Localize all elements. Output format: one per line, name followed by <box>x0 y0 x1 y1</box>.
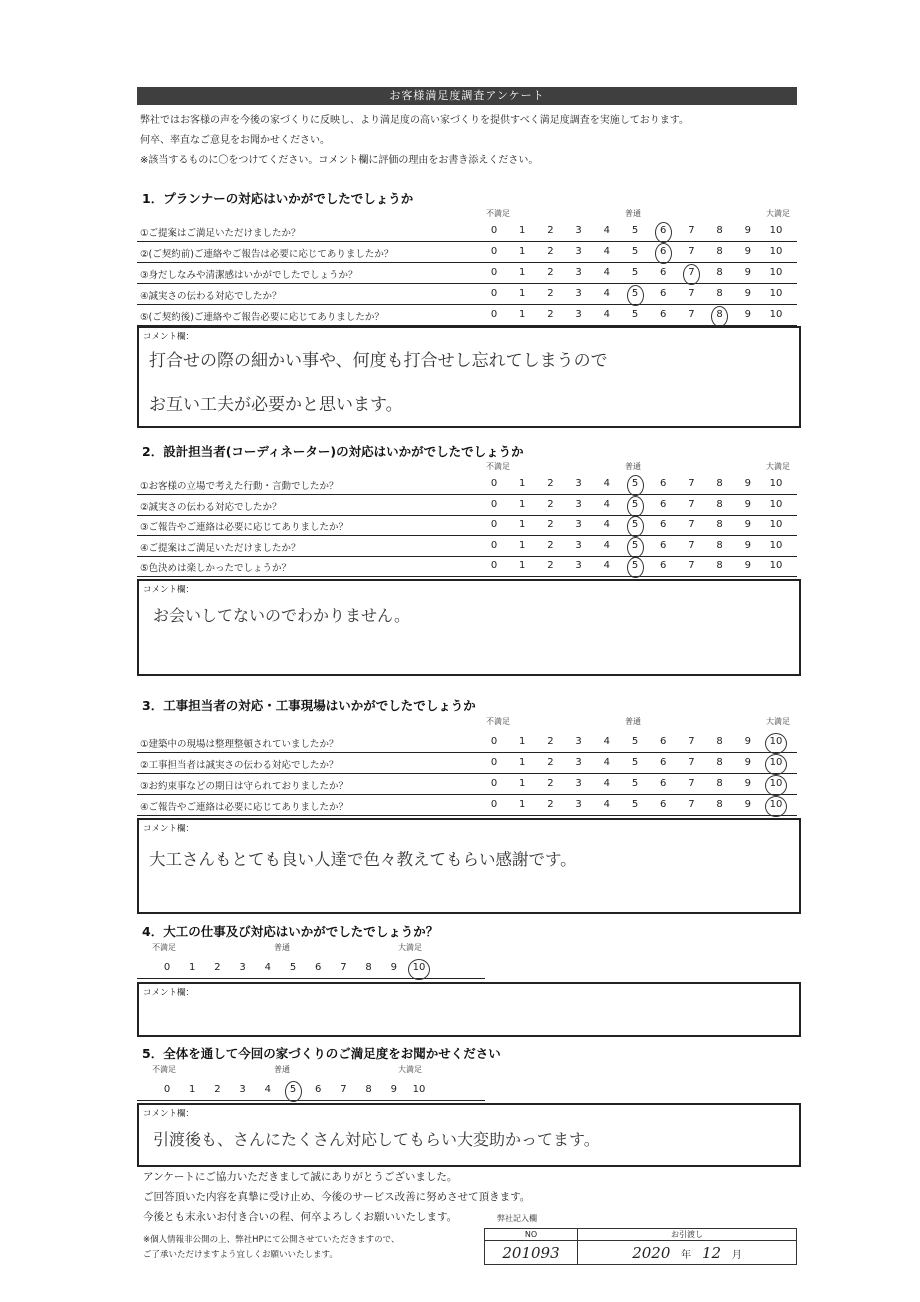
rating-option[interactable]: 5 <box>631 498 639 510</box>
rating-option[interactable]: 6 <box>660 560 667 572</box>
scale-low-label: 不満足 <box>486 209 510 218</box>
rating-option[interactable]: 7 <box>688 519 695 531</box>
comment-label: コメント欄： <box>143 988 195 998</box>
footer-line-3: 今後とも末永いお付き合いの程、何卒よろしくお願いいたします。 <box>143 1211 458 1223</box>
rating-option[interactable]: 2 <box>547 246 554 257</box>
section-3-title: 3．工事担当者の対応・工事現場はいかがでしたでしょうか <box>142 698 476 713</box>
rating-option[interactable]: 2 <box>547 309 554 320</box>
rating-option[interactable]: 1 <box>519 519 526 531</box>
rating-option[interactable]: 5 <box>631 778 639 789</box>
rating-option[interactable]: 4 <box>603 246 610 257</box>
rating-option[interactable]: 7 <box>688 539 695 551</box>
rating-option[interactable]: 0 <box>163 962 171 973</box>
rating-option[interactable]: 6 <box>660 288 667 299</box>
question-row <box>137 474 797 495</box>
rating-option[interactable]: 4 <box>603 539 610 551</box>
rating-option[interactable]: 0 <box>490 539 498 551</box>
selected-rating-circle <box>627 516 644 537</box>
rating-option[interactable]: 2 <box>214 962 221 973</box>
rating-option[interactable]: 4 <box>264 962 271 973</box>
scale-high-label: 大満足 <box>766 462 790 471</box>
rating-option[interactable]: 2 <box>547 736 554 747</box>
scale-mid-label: 普通 <box>625 462 641 471</box>
rating-option[interactable]: 4 <box>603 778 610 789</box>
handover-year-unit: 年 <box>681 1249 692 1261</box>
rating-option[interactable]: 10 <box>769 560 783 572</box>
rating-option[interactable]: 5 <box>631 309 639 320</box>
section-5-title: 5．全体を通して今回の家づくりのご満足度をお聞かせください <box>142 1046 501 1061</box>
rating-option[interactable]: 10 <box>769 246 783 257</box>
rating-option[interactable]: 3 <box>575 246 582 257</box>
rating-option[interactable]: 8 <box>716 799 723 810</box>
rating-option[interactable]: 8 <box>365 1084 372 1095</box>
rating-option[interactable]: 6 <box>660 799 667 810</box>
section-5-comment-box <box>137 1103 801 1167</box>
scale-low-label: 不満足 <box>486 717 510 726</box>
section-5-comment-line-1: 引渡後も、さんにたくさん対応してもらい大変助かってます。 <box>153 1130 600 1149</box>
rating-option[interactable]: 2 <box>547 778 554 789</box>
rating-option[interactable]: 6 <box>660 757 667 768</box>
rating-option[interactable]: 8 <box>716 560 723 572</box>
rating-option[interactable]: 9 <box>744 736 751 747</box>
rating-option[interactable]: 3 <box>239 962 246 973</box>
rating-option[interactable]: 4 <box>603 498 610 510</box>
rating-option[interactable]: 7 <box>688 267 695 278</box>
rating-option[interactable]: 10 <box>769 288 783 299</box>
rating-option[interactable]: 0 <box>490 288 498 299</box>
section-4-title: 4．大工の仕事及び対応はいかがでしたでしょうか？ <box>142 924 439 939</box>
question-row <box>137 515 797 536</box>
scale-mid-label: 普通 <box>274 943 290 952</box>
rating-option[interactable]: 2 <box>547 519 554 531</box>
rating-option[interactable]: 6 <box>315 1084 322 1095</box>
rating-option[interactable]: 1 <box>519 539 526 551</box>
rating-option[interactable]: 6 <box>660 498 667 510</box>
question-text: ⑤色決めは楽しかったでしょうか？ <box>140 563 292 575</box>
rating-option[interactable]: 5 <box>631 519 639 531</box>
rating-option[interactable]: 8 <box>716 539 723 551</box>
rating-option[interactable]: 6 <box>660 246 667 257</box>
selected-rating-circle <box>683 264 700 285</box>
rating-option[interactable]: 5 <box>631 478 639 489</box>
rating-option[interactable]: 7 <box>688 478 695 489</box>
rating-option[interactable]: 0 <box>490 267 498 278</box>
question-text: ④誠実さの伝わる対応でしたか？ <box>140 291 282 302</box>
rating-option[interactable]: 3 <box>575 225 582 236</box>
rating-option[interactable]: 7 <box>688 799 695 810</box>
rating-option[interactable]: 9 <box>744 498 751 510</box>
rating-option[interactable]: 2 <box>547 267 554 278</box>
office-use-table <box>484 1228 797 1265</box>
scale-high-label: 大満足 <box>398 1065 422 1074</box>
rating-option[interactable]: 3 <box>575 539 582 551</box>
rating-option[interactable]: 1 <box>189 1084 196 1095</box>
rating-option[interactable]: 0 <box>490 799 498 810</box>
rating-option[interactable]: 0 <box>490 560 498 572</box>
rating-option[interactable]: 8 <box>716 736 723 747</box>
question-text: ②工事担当者は誠実さの伝わる対応でしたか？ <box>140 760 339 771</box>
rating-option[interactable]: 0 <box>490 246 498 257</box>
rating-option[interactable]: 6 <box>660 778 667 789</box>
rating-option[interactable]: 8 <box>716 225 723 236</box>
question-row <box>137 536 797 557</box>
question-text: ①建築中の現場は整理整頓されていましたか？ <box>140 739 339 750</box>
rating-option[interactable]: 2 <box>547 225 554 236</box>
rating-option[interactable]: 7 <box>688 309 695 320</box>
rating-option[interactable]: 3 <box>575 757 582 768</box>
rating-option[interactable]: 9 <box>390 1084 397 1095</box>
question-text: ③ご報告やご連絡は必要に応じてありましたか？ <box>140 522 349 534</box>
rating-option[interactable]: 1 <box>519 498 526 510</box>
rating-option[interactable]: 3 <box>575 778 582 789</box>
rating-option[interactable]: 0 <box>163 1084 171 1095</box>
rating-option[interactable]: 2 <box>547 478 554 489</box>
rating-option[interactable]: 10 <box>412 1084 426 1095</box>
rating-option[interactable]: 10 <box>769 498 783 510</box>
rating-option[interactable]: 1 <box>519 225 526 236</box>
rating-option[interactable]: 3 <box>575 799 582 810</box>
question-text: ②(ご契約前)ご連絡やご報告は必要に応じてありましたか？ <box>140 249 394 260</box>
rating-option[interactable]: 9 <box>744 560 751 572</box>
rating-option[interactable]: 4 <box>264 1084 271 1095</box>
rating-option[interactable]: 0 <box>490 778 498 789</box>
question-row <box>137 753 797 774</box>
rating-option[interactable]: 10 <box>769 757 783 768</box>
scale-low-label: 不満足 <box>486 462 510 471</box>
selected-rating-circle <box>711 306 728 327</box>
selected-rating-circle <box>655 243 672 264</box>
section-3-comment-line-1: 大工さんもとても良い人達で色々教えてもらい感謝です。 <box>149 850 577 869</box>
question-row <box>137 556 797 577</box>
rating-option[interactable]: 8 <box>716 478 723 489</box>
rating-option[interactable]: 10 <box>769 267 783 278</box>
rating-option[interactable]: 0 <box>490 225 498 236</box>
question-row <box>137 305 797 326</box>
section-4-comment-box <box>137 982 801 1037</box>
rating-option[interactable]: 7 <box>688 778 695 789</box>
rating-option[interactable]: 8 <box>716 519 723 531</box>
rating-option[interactable]: 5 <box>289 1084 297 1095</box>
rating-option[interactable]: 9 <box>744 267 751 278</box>
rating-option[interactable]: 1 <box>519 246 526 257</box>
rating-option[interactable]: 8 <box>365 962 372 973</box>
office-handover-header: お引渡し <box>578 1229 797 1241</box>
question-row <box>137 774 797 795</box>
rating-option[interactable]: 2 <box>547 539 554 551</box>
rating-option[interactable]: 6 <box>660 267 667 278</box>
rating-option[interactable]: 8 <box>716 288 723 299</box>
office-handover-value <box>578 1241 797 1265</box>
rating-option[interactable]: 1 <box>189 962 196 973</box>
comment-label: コメント欄： <box>143 585 195 595</box>
rating-option[interactable]: 5 <box>631 288 639 299</box>
rating-option[interactable]: 1 <box>519 757 526 768</box>
rating-option[interactable]: 6 <box>660 478 667 489</box>
intro-line-2: 何卒、率直なご意見をお聞かせください。 <box>140 135 330 146</box>
rating-option[interactable]: 6 <box>660 225 667 236</box>
rating-option[interactable]: 7 <box>688 560 695 572</box>
question-row <box>137 263 797 284</box>
question-row <box>137 795 797 816</box>
question-text: ②誠実さの伝わる対応でしたか？ <box>140 501 282 513</box>
comment-label: コメント欄： <box>143 824 195 834</box>
rating-option[interactable]: 4 <box>603 736 610 747</box>
rating-option[interactable]: 9 <box>744 246 751 257</box>
rating-option[interactable]: 10 <box>769 309 783 320</box>
rating-option[interactable]: 4 <box>603 799 610 810</box>
question-row <box>137 495 797 516</box>
rating-option[interactable]: 5 <box>631 539 639 551</box>
handover-year: 2020 <box>632 1243 671 1262</box>
rating-option[interactable]: 3 <box>575 736 582 747</box>
rating-option[interactable]: 5 <box>631 267 639 278</box>
rating-option[interactable]: 9 <box>744 288 751 299</box>
rating-option[interactable]: 9 <box>390 962 397 973</box>
question-row <box>137 242 797 263</box>
selected-rating-circle <box>627 475 644 496</box>
question-text: ⑤(ご契約後)ご連絡やご報告必要に応じてありましたか？ <box>140 312 384 323</box>
rating-option[interactable]: 9 <box>744 539 751 551</box>
rating-option[interactable]: 7 <box>688 736 695 747</box>
scale-mid-label: 普通 <box>625 209 641 218</box>
selected-rating-circle <box>408 959 430 980</box>
scale-high-label: 大満足 <box>766 717 790 726</box>
rating-option[interactable]: 1 <box>519 478 526 489</box>
office-use-label: 弊社記入欄 <box>497 1214 537 1223</box>
rating-option[interactable]: 8 <box>716 246 723 257</box>
selected-rating-circle <box>285 1081 302 1102</box>
rating-option[interactable]: 10 <box>769 539 783 551</box>
rating-option[interactable]: 4 <box>603 519 610 531</box>
rating-option[interactable]: 5 <box>631 225 639 236</box>
rating-option[interactable]: 1 <box>519 288 526 299</box>
question-row <box>137 732 797 753</box>
rating-option[interactable]: 3 <box>575 288 582 299</box>
section-2-title: 2．設計担当者(コーディネーター)の対応はいかがでしたでしょうか <box>142 444 524 459</box>
rating-option[interactable]: 6 <box>660 519 667 531</box>
rating-option[interactable]: 2 <box>547 799 554 810</box>
rating-option[interactable]: 8 <box>716 778 723 789</box>
scale-high-label: 大満足 <box>398 943 422 952</box>
footer-line-1: アンケートにご協力いただきまして誠にありがとうございました。 <box>143 1171 458 1183</box>
rating-option[interactable]: 0 <box>490 478 498 489</box>
selected-rating-circle <box>765 754 787 775</box>
handover-month: 12 <box>701 1243 722 1262</box>
privacy-note-line-1: ※個人情報非公開の上、弊社HPにて公開させていただきますので、 <box>143 1235 400 1245</box>
rating-option[interactable]: 8 <box>716 757 723 768</box>
intro-line-3: ※該当するものに〇をつけてください。コメント欄に評価の理由をお書き添えください。 <box>140 155 539 166</box>
rating-option[interactable]: 8 <box>716 267 723 278</box>
rating-option[interactable]: 10 <box>412 962 426 973</box>
rating-option[interactable]: 3 <box>239 1084 246 1095</box>
selected-rating-circle <box>627 537 644 558</box>
rating-option[interactable]: 5 <box>631 246 639 257</box>
rating-option[interactable]: 8 <box>716 498 723 510</box>
rating-option[interactable]: 9 <box>744 309 751 320</box>
rating-option[interactable]: 0 <box>490 309 498 320</box>
rating-option[interactable]: 1 <box>519 736 526 747</box>
question-text: ①お客様の立場で考えた行動・言動でしたか？ <box>140 481 339 492</box>
question-row <box>137 284 797 305</box>
intro-line-1: 弊社ではお客様の声を今後の家づくりに反映し、より満足度の高い家づくりを提供すべく満足度調査を実施しております。 <box>140 115 689 126</box>
section-1-title: 1．プランナーの対応はいかがでしたでしょうか <box>142 191 414 206</box>
rating-option[interactable]: 2 <box>547 560 554 572</box>
rating-option[interactable]: 9 <box>744 799 751 810</box>
rating-option[interactable]: 7 <box>688 498 695 510</box>
question-text: ④ご報告やご連絡は必要に応じてありましたか？ <box>140 802 349 813</box>
rating-option[interactable]: 0 <box>490 519 498 531</box>
rating-option[interactable]: 8 <box>716 309 723 320</box>
rating-option[interactable]: 7 <box>340 962 347 973</box>
rating-option[interactable]: 4 <box>603 288 610 299</box>
rating-option[interactable]: 1 <box>519 799 526 810</box>
rating-option[interactable]: 10 <box>769 225 783 236</box>
section-1-comment-line-2: お互い工夫が必要かと思います。 <box>149 395 403 415</box>
rating-option[interactable]: 5 <box>631 757 639 768</box>
rating-option[interactable]: 10 <box>769 478 783 489</box>
rating-option[interactable]: 0 <box>490 736 498 747</box>
comment-label: コメント欄： <box>143 1109 195 1119</box>
rating-option[interactable]: 3 <box>575 560 582 572</box>
scale-low-label: 不満足 <box>152 943 176 952</box>
rating-option[interactable]: 2 <box>547 757 554 768</box>
rating-option[interactable]: 9 <box>744 519 751 531</box>
rating-option[interactable]: 10 <box>769 778 783 789</box>
scale-high-label: 大満足 <box>766 209 790 218</box>
question-text: ①ご提案はご満足いただけましたか？ <box>140 228 301 239</box>
rating-option[interactable]: 7 <box>688 225 695 236</box>
rating-option[interactable]: 3 <box>575 478 582 489</box>
office-no-value: 201093 <box>485 1241 578 1265</box>
rating-option[interactable]: 7 <box>340 1084 347 1095</box>
scale-low-label: 不満足 <box>152 1065 176 1074</box>
rating-option[interactable]: 6 <box>660 309 667 320</box>
footer-line-2: ご回答頂いた内容を真摯に受け止め、今後のサービス改善に努めさせて頂きます。 <box>143 1191 531 1203</box>
rating-option[interactable]: 6 <box>660 736 667 747</box>
question-row <box>137 221 797 242</box>
section-3-comment-box <box>137 818 801 914</box>
question-text: ③お約束事などの期日は守られておりましたか？ <box>140 781 349 792</box>
survey-title: お客様満足度調査アンケート <box>137 87 797 105</box>
rating-option[interactable]: 5 <box>631 560 639 572</box>
rating-option[interactable]: 1 <box>519 778 526 789</box>
selected-rating-circle <box>655 222 672 243</box>
rating-option[interactable]: 0 <box>490 498 498 510</box>
rating-option[interactable]: 10 <box>769 736 783 747</box>
question-text: ④ご提案はご満足いただけましたか？ <box>140 542 301 554</box>
handover-month-unit: 月 <box>731 1249 742 1261</box>
rating-option[interactable]: 1 <box>519 267 526 278</box>
rating-option[interactable]: 3 <box>575 267 582 278</box>
rating-option[interactable]: 9 <box>744 778 751 789</box>
rating-option[interactable]: 7 <box>688 757 695 768</box>
rating-option[interactable]: 0 <box>490 757 498 768</box>
rating-option[interactable]: 1 <box>519 560 526 572</box>
rating-option[interactable]: 5 <box>289 962 297 973</box>
rating-option[interactable]: 3 <box>575 519 582 531</box>
scale-mid-label: 普通 <box>274 1065 290 1074</box>
selected-rating-circle <box>765 775 787 796</box>
rating-option[interactable]: 2 <box>547 498 554 510</box>
rating-option[interactable]: 9 <box>744 478 751 489</box>
privacy-note-line-2: ご了承いただけますよう宜しくお願いいたします。 <box>143 1250 338 1260</box>
rating-option[interactable]: 2 <box>547 288 554 299</box>
rating-option[interactable]: 9 <box>744 225 751 236</box>
comment-label: コメント欄： <box>143 332 195 342</box>
rating-option[interactable]: 6 <box>315 962 322 973</box>
rating-option[interactable]: 7 <box>688 246 695 257</box>
selected-rating-circle <box>765 796 787 817</box>
section-2-comment-box <box>137 579 801 676</box>
selected-rating-circle <box>765 733 787 754</box>
rating-option[interactable]: 4 <box>603 309 610 320</box>
rating-option[interactable]: 7 <box>688 288 695 299</box>
question-text: ③身だしなみや清潔感はいかがでしたでしょうか？ <box>140 270 358 281</box>
rating-option[interactable]: 5 <box>631 799 639 810</box>
office-no-header: NO <box>485 1229 578 1241</box>
rating-option[interactable]: 4 <box>603 478 610 489</box>
rating-option[interactable]: 3 <box>575 498 582 510</box>
rating-option[interactable]: 4 <box>603 267 610 278</box>
rating-option[interactable]: 4 <box>603 757 610 768</box>
rating-option[interactable]: 4 <box>603 225 610 236</box>
selected-rating-circle <box>627 285 644 306</box>
scale-mid-label: 普通 <box>625 717 641 726</box>
rating-option[interactable]: 2 <box>214 1084 221 1095</box>
selected-rating-circle <box>627 496 644 517</box>
rating-option[interactable]: 6 <box>660 539 667 551</box>
rating-option[interactable]: 10 <box>769 799 783 810</box>
section-1-comment-box <box>137 326 801 428</box>
section-1-comment-line-1: 打合せの際の細かい事や、何度も打合せし忘れてしまうので <box>149 351 608 371</box>
rating-option[interactable]: 9 <box>744 757 751 768</box>
rating-option[interactable]: 5 <box>631 736 639 747</box>
rating-option[interactable]: 1 <box>519 309 526 320</box>
selected-rating-circle <box>627 557 644 578</box>
rating-option[interactable]: 3 <box>575 309 582 320</box>
section-2-comment-line-1: お会いしてないのでわかりません。 <box>153 606 410 625</box>
rating-option[interactable]: 4 <box>603 560 610 572</box>
rating-option[interactable]: 10 <box>769 519 783 531</box>
